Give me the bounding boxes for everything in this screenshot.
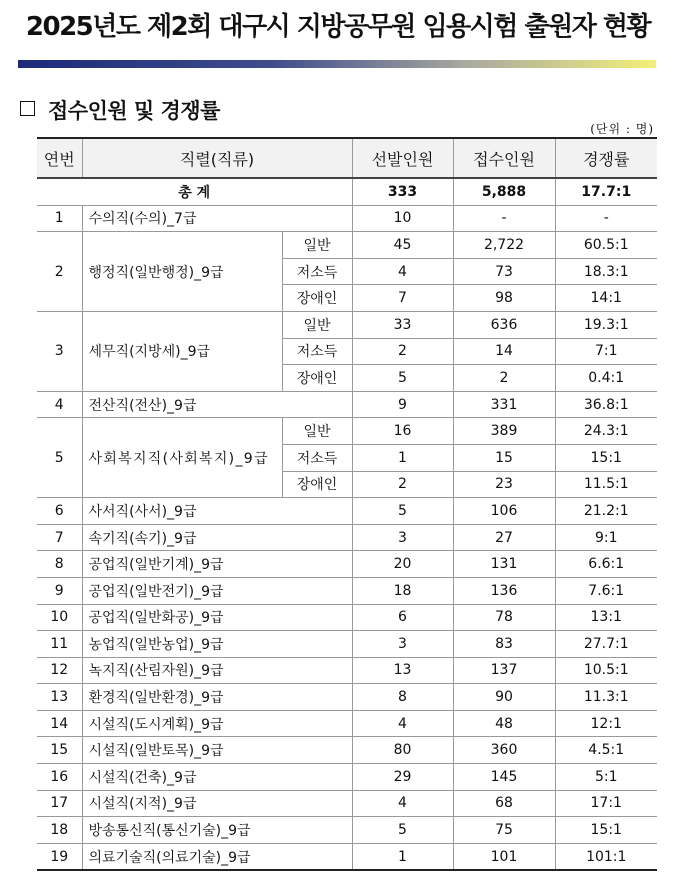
row-ratio: -: [555, 205, 657, 232]
row-selected: 1: [352, 843, 453, 870]
total-label: 총 계: [37, 178, 352, 205]
row-applied: 360: [453, 737, 555, 764]
row-number: 8: [37, 551, 82, 578]
total-selected: 333: [352, 178, 453, 205]
table-row: [37, 391, 657, 418]
row-number: 15: [37, 737, 82, 764]
row-job-name: 사회복지직(사회복지)_9급: [82, 418, 282, 498]
table-row: [37, 764, 657, 791]
header-row: [37, 138, 657, 178]
row-applied: 331: [453, 391, 555, 418]
row-selected: 33: [352, 311, 453, 338]
row-number: 5: [37, 418, 82, 498]
row-applied: 90: [453, 684, 555, 711]
row-selected: 4: [352, 258, 453, 285]
row-ratio: 21.2:1: [555, 498, 657, 525]
row-job-name: 행정직(일반행정)_9급: [82, 232, 282, 312]
row-number: 18: [37, 817, 82, 844]
row-job-name: 시설직(건축)_9급: [82, 764, 352, 791]
table-row: [37, 418, 657, 445]
row-selected: 7: [352, 285, 453, 312]
row-ratio: 15:1: [555, 444, 657, 471]
total-applied: 5,888: [453, 178, 555, 205]
row-ratio: 60.5:1: [555, 232, 657, 259]
total-row: [37, 178, 657, 205]
header-job: 직렬(직류): [82, 138, 352, 178]
header-applied: 접수인원: [453, 138, 555, 178]
row-selected: 29: [352, 764, 453, 791]
row-selected: 3: [352, 524, 453, 551]
row-job-name: 의료기술직(의료기술)_9급: [82, 843, 352, 870]
row-ratio: 0.4:1: [555, 365, 657, 392]
row-selected: 2: [352, 338, 453, 365]
table-row: [37, 577, 657, 604]
row-job-name: 녹지직(산림자원)_9급: [82, 657, 352, 684]
row-number: 13: [37, 684, 82, 711]
row-applied: 78: [453, 604, 555, 631]
table-row: [37, 604, 657, 631]
row-selected: 2: [352, 471, 453, 498]
row-applied: 73: [453, 258, 555, 285]
row-ratio: 15:1: [555, 817, 657, 844]
row-ratio: 17:1: [555, 790, 657, 817]
header-selected: 선발인원: [352, 138, 453, 178]
row-applied: 137: [453, 657, 555, 684]
table-row: [37, 311, 657, 338]
row-ratio: 4.5:1: [555, 737, 657, 764]
row-applied: 101: [453, 843, 555, 870]
table-row: [37, 498, 657, 525]
table-row: [37, 524, 657, 551]
row-sub-type: 일반: [282, 418, 352, 445]
row-ratio: 6.6:1: [555, 551, 657, 578]
row-ratio: 101:1: [555, 843, 657, 870]
table-body: [37, 138, 657, 870]
page-title: 2025년도 제2회 대구시 지방공무원 임용시험 출원자 현황: [25, 12, 651, 42]
row-applied: 48: [453, 710, 555, 737]
section-square-icon: [20, 101, 35, 116]
row-sub-type: 저소득: [282, 338, 352, 365]
row-job-name: 방송통신직(통신기술)_9급: [82, 817, 352, 844]
row-number: 19: [37, 843, 82, 870]
row-sub-type: 일반: [282, 232, 352, 259]
row-job-name: 사서직(사서)_9급: [82, 498, 352, 525]
row-selected: 3: [352, 631, 453, 658]
row-selected: 5: [352, 365, 453, 392]
row-applied: 2,722: [453, 232, 555, 259]
row-sub-type: 장애인: [282, 285, 352, 312]
table-row: [37, 817, 657, 844]
row-sub-type: 저소득: [282, 444, 352, 471]
row-applied: 2: [453, 365, 555, 392]
row-number: 3: [37, 311, 82, 391]
table-row: [37, 843, 657, 870]
row-ratio: 18.3:1: [555, 258, 657, 285]
row-number: 17: [37, 790, 82, 817]
table-row: [37, 737, 657, 764]
row-ratio: 27.7:1: [555, 631, 657, 658]
row-job-name: 속기직(속기)_9급: [82, 524, 352, 551]
row-applied: 68: [453, 790, 555, 817]
row-ratio: 19.3:1: [555, 311, 657, 338]
row-ratio: 9:1: [555, 524, 657, 551]
row-number: 4: [37, 391, 82, 418]
row-job-name: 공업직(일반전기)_9급: [82, 577, 352, 604]
table-row: [37, 631, 657, 658]
row-applied: 136: [453, 577, 555, 604]
row-job-name: 농업직(일반농업)_9급: [82, 631, 352, 658]
row-applied: 636: [453, 311, 555, 338]
row-selected: 8: [352, 684, 453, 711]
row-ratio: 5:1: [555, 764, 657, 791]
title-underline-bar: [18, 60, 656, 68]
row-number: 10: [37, 604, 82, 631]
row-applied: 131: [453, 551, 555, 578]
row-applied: 83: [453, 631, 555, 658]
row-job-name: 수의직(수의)_7급: [82, 205, 352, 232]
row-selected: 18: [352, 577, 453, 604]
row-job-name: 전산직(전산)_9급: [82, 391, 352, 418]
row-applied: 106: [453, 498, 555, 525]
row-applied: 145: [453, 764, 555, 791]
section-title: 접수인원 및 경쟁률: [48, 99, 220, 123]
row-ratio: 10.5:1: [555, 657, 657, 684]
row-number: 1: [37, 205, 82, 232]
row-ratio: 14:1: [555, 285, 657, 312]
row-ratio: 12:1: [555, 710, 657, 737]
row-number: 14: [37, 710, 82, 737]
row-job-name: 공업직(일반기계)_9급: [82, 551, 352, 578]
row-ratio: 36.8:1: [555, 391, 657, 418]
row-number: 11: [37, 631, 82, 658]
row-applied: 75: [453, 817, 555, 844]
row-applied: 15: [453, 444, 555, 471]
table-row: [37, 657, 657, 684]
row-selected: 6: [352, 604, 453, 631]
row-selected: 45: [352, 232, 453, 259]
table-row: [37, 684, 657, 711]
row-ratio: 7.6:1: [555, 577, 657, 604]
table-row: [37, 232, 657, 259]
row-sub-type: 일반: [282, 311, 352, 338]
unit-label: (단위 : 명): [590, 122, 654, 136]
row-number: 16: [37, 764, 82, 791]
row-ratio: 24.3:1: [555, 418, 657, 445]
table-row: [37, 710, 657, 737]
row-selected: 10: [352, 205, 453, 232]
row-selected: 1: [352, 444, 453, 471]
row-sub-type: 장애인: [282, 365, 352, 392]
row-applied: 27: [453, 524, 555, 551]
row-selected: 5: [352, 817, 453, 844]
header-ratio: 경쟁률: [555, 138, 657, 178]
row-selected: 5: [352, 498, 453, 525]
row-sub-type: 저소득: [282, 258, 352, 285]
row-job-name: 세무직(지방세)_9급: [82, 311, 282, 391]
table-row: [37, 551, 657, 578]
row-number: 9: [37, 577, 82, 604]
row-applied: -: [453, 205, 555, 232]
row-selected: 13: [352, 657, 453, 684]
row-job-name: 시설직(일반토목)_9급: [82, 737, 352, 764]
row-ratio: 11.3:1: [555, 684, 657, 711]
row-applied: 23: [453, 471, 555, 498]
row-selected: 80: [352, 737, 453, 764]
row-number: 6: [37, 498, 82, 525]
row-job-name: 시설직(지적)_9급: [82, 790, 352, 817]
row-selected: 20: [352, 551, 453, 578]
row-job-name: 공업직(일반화공)_9급: [82, 604, 352, 631]
table-row: [37, 790, 657, 817]
row-ratio: 11.5:1: [555, 471, 657, 498]
row-applied: 389: [453, 418, 555, 445]
row-number: 12: [37, 657, 82, 684]
row-selected: 16: [352, 418, 453, 445]
row-ratio: 7:1: [555, 338, 657, 365]
row-sub-type: 장애인: [282, 471, 352, 498]
row-selected: 9: [352, 391, 453, 418]
row-applied: 98: [453, 285, 555, 312]
row-ratio: 13:1: [555, 604, 657, 631]
row-number: 7: [37, 524, 82, 551]
total-ratio: 17.7:1: [555, 178, 657, 205]
row-job-name: 환경직(일반환경)_9급: [82, 684, 352, 711]
applicants-table: [37, 137, 657, 871]
row-job-name: 시설직(도시계획)_9급: [82, 710, 352, 737]
row-selected: 4: [352, 710, 453, 737]
row-number: 2: [37, 232, 82, 312]
header-no: 연번: [37, 138, 82, 178]
row-applied: 14: [453, 338, 555, 365]
table-row: [37, 205, 657, 232]
row-selected: 4: [352, 790, 453, 817]
